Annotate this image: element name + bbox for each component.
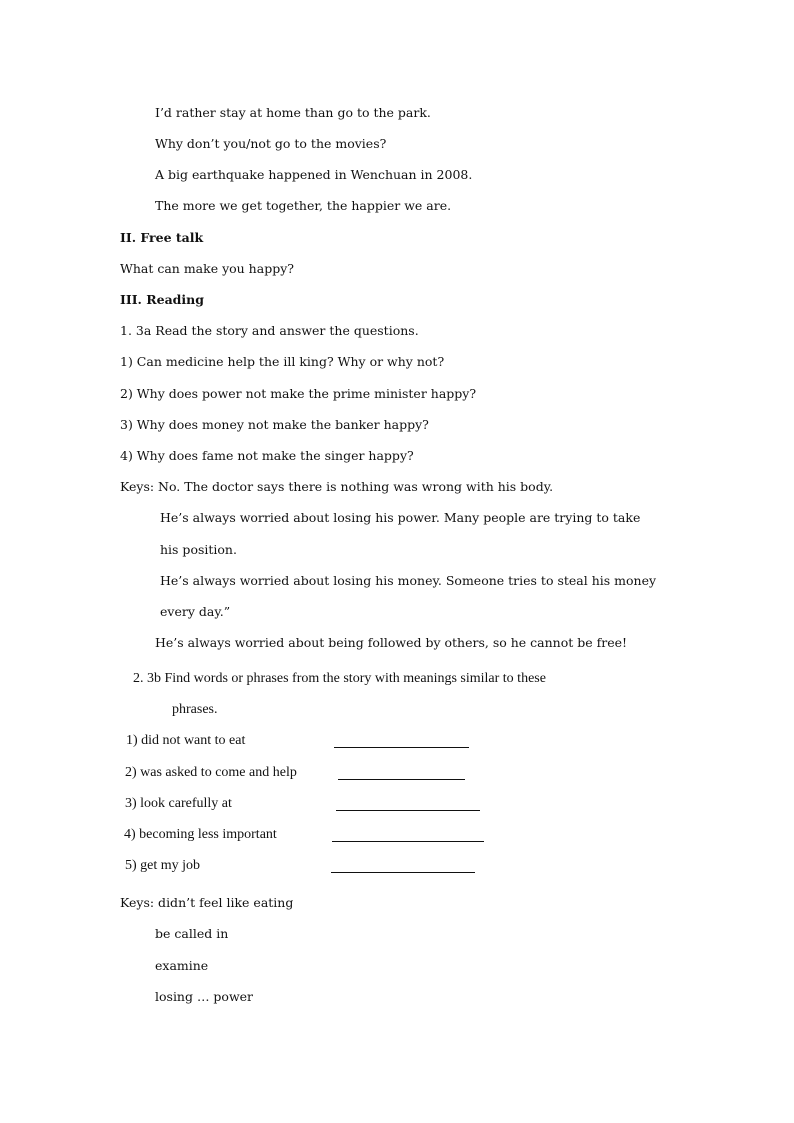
answer-blank[interactable] [336,810,480,811]
answer-key: He’s always worried about losing his power. Many people are trying to take [160,510,641,525]
reading-question: 4) Why does fame not make the singer happy? [120,448,414,463]
section-heading-free-talk: II. Free talk [120,230,204,245]
task-instruction: 1. 3a Read the story and answer the questions. [120,323,419,338]
section-heading-reading: III. Reading [120,292,205,307]
answer-key: He’s always worried about losing his money. Someone tries to steal his money [160,573,657,588]
phrase-item: 3) look carefully at [125,796,232,811]
answer-key: be called in [155,926,229,941]
reading-question: 3) Why does money not make the banker happy? [120,417,429,432]
answer-key: Keys: No. The doctor says there is nothing was wrong with his body. [120,479,554,494]
answer-key: examine [155,958,209,973]
example-sentence: The more we get together, the happier we are. [155,198,452,213]
phrase-item: 4) becoming less important [124,827,277,842]
example-sentence: I’d rather stay at home than go to the park. [155,105,431,120]
phrase-item: 5) get my job [125,858,201,873]
answer-blank[interactable] [331,872,475,873]
example-sentence: Why don’t you/not go to the movies? [155,136,387,151]
phrase-item: 1) did not want to eat [126,733,246,748]
answer-blank[interactable] [332,841,484,842]
answer-key: He’s always worried about being followed by others, so he cannot be free! [155,635,628,650]
reading-question: 2) Why does power not make the prime minister happy? [120,386,477,401]
answer-key: his position. [160,542,237,557]
answer-blank[interactable] [334,747,469,748]
example-sentence: A big earthquake happened in Wenchuan in 2008. [155,167,473,182]
answer-key: every day.” [160,604,231,619]
answer-blank[interactable] [338,779,465,780]
task-instruction-continued: phrases. [172,702,218,717]
phrase-item: 2) was asked to come and help [125,765,297,780]
free-talk-question: What can make you happy? [120,261,294,276]
reading-question: 1) Can medicine help the ill king? Why or why not? [120,354,445,369]
answer-key: Keys: didn’t feel like eating [120,895,294,910]
answer-key: losing … power [155,989,254,1004]
task-instruction: 2. 3b Find words or phrases from the story with meanings similar to these [133,671,546,686]
